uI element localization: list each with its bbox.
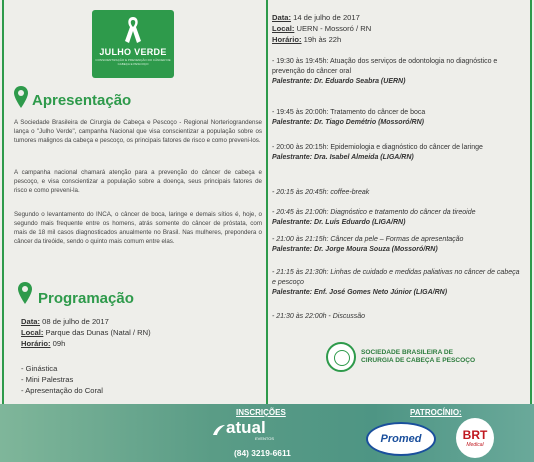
list-item: - Apresentação do Coral — [21, 386, 103, 395]
event2-location — [272, 24, 371, 33]
schedule-item — [272, 268, 522, 297]
schedule-speaker: Palestrante: Dr. Tiago Demétrio (Mossoró/RN) — [272, 118, 424, 126]
promed-name: Promed — [380, 433, 422, 445]
program-location — [21, 328, 151, 337]
left-border-line — [2, 0, 4, 404]
program-time — [21, 339, 65, 348]
paragraph-3: Segundo o levantamento do INCA, o câncer de boca, laringe e demais sítios é, hoje, o segundo mais frequente entre os homens, atrás somente do câncer de próstata, com mais de 18 mil casos diagnosticados anualmente no Brasil. Nas mulheres, prepondera o câncer da tireóide, sendo o quinto mais comum entre elas. — [14, 211, 262, 245]
location-pin-icon-2 — [18, 282, 32, 304]
schedule-text: - 19:30 às 19:45h: Atuação dos serviços de odontologia no diagnóstico e prevenção do câncer oral — [272, 58, 498, 75]
schedule-text: - 21:00 às 21:15h: Câncer da pele – Formas de apresentação — [272, 236, 464, 243]
paragraph-2: A campanha nacional chamará atenção para a prevenção do câncer de cabeça e pescoço, e visa conscientizar a população sobre a doença, seus principais fatores de risco e como preveni-la. — [14, 169, 262, 194]
left-column — [14, 8, 262, 404]
atual-sub: EVENTOS — [255, 436, 275, 441]
schedule-text: - 20:15 às 20:45h: coffee-break — [272, 189, 370, 196]
location-label: Local: — [272, 24, 295, 33]
right-border-line — [530, 0, 532, 404]
list-item: - Mini Palestras — [21, 375, 74, 384]
list-item: - Ginástica — [21, 364, 58, 373]
sbccp-seal-icon — [326, 342, 356, 372]
schedule-item — [272, 312, 522, 322]
schedule-text: - 21:15 às 21:30h: Linhas de cuidado e medidas paliativas no câncer de cabeça e pescoço — [272, 269, 520, 286]
schedule-speaker: Palestrante: Dr. Jorge Moura Souza (Mossoró/RN) — [272, 245, 438, 253]
section-title-programacao: Programação — [38, 290, 134, 307]
logo-subtitle: CONSCIENTIZAÇÃO E PREVENÇÃO DO CÂNCER DE CABEÇA E PESCOÇO — [95, 58, 171, 66]
location-value: UERN - Mossoró / RN — [296, 24, 372, 33]
schedule-item — [272, 208, 522, 228]
schedule-speaker: Palestrante: Dra. Isabel Almeida (LIGA/RN) — [272, 153, 414, 161]
location-label: Local: — [21, 328, 44, 337]
time-label: Horário: — [272, 35, 302, 44]
atual-swoosh-icon — [212, 424, 226, 436]
schedule-text: - 19:45 às 20:00h: Tratamento do câncer de boca — [272, 109, 426, 116]
schedule-item — [272, 57, 522, 86]
vertical-divider — [266, 0, 268, 404]
section-title-apresentacao: Apresentação — [32, 92, 132, 109]
logo-title: JULHO VERDE — [99, 47, 167, 57]
inscricoes-heading: INSCRIÇÕES — [236, 408, 286, 417]
schedule-speaker: Palestrante: Enf. José Gomes Neto Júnior (LIGA/RN) — [272, 288, 448, 296]
location-value: Parque das Dunas (Natal / RN) — [45, 328, 151, 337]
sbccp-logo — [326, 342, 476, 372]
paragraph-1: A Sociedade Brasileira de Cirurgia de Cabeça e Pescoço - Regional Norteriograndense lança o "Julho Verde", campanha Nacional que visa conscientizar a população sobre os tumores malignos da cabeça e pescoço, os principais fatores de risco e como preveni-los. — [14, 119, 262, 144]
sbccp-name — [361, 349, 475, 365]
program-date — [21, 317, 109, 326]
sbccp-name-line2: CIRURGIA DE CABEÇA E PESCOÇO — [361, 357, 476, 364]
schedule-text: - 21:30 às 22:00h - Discussão — [272, 313, 365, 320]
time-value: 19h às 22h — [303, 35, 342, 44]
schedule-text: - 20:00 às 20:15h: Epidemiologia e diagnóstico do câncer de laringe — [272, 144, 483, 151]
brt-name: BRT — [462, 428, 488, 442]
brt-logo — [456, 418, 494, 458]
sbccp-name-line1: SOCIEDADE BRASILEIRA DE — [361, 349, 454, 356]
time-value: 09h — [52, 339, 66, 348]
julho-verde-logo — [92, 10, 174, 78]
green-ribbon-icon — [122, 15, 144, 45]
promed-logo — [366, 422, 436, 456]
schedule-item — [272, 235, 522, 255]
date-label: Data: — [21, 317, 40, 326]
brt-sub: Medical — [466, 442, 484, 448]
date-label: Data: — [272, 13, 291, 22]
schedule-speaker: Palestrante: Dr. Luís Eduardo (LIGA/RN) — [272, 218, 406, 226]
time-label: Horário: — [21, 339, 51, 348]
patrocinio-heading: PATROCÍNIO: — [410, 408, 462, 417]
event2-date — [272, 13, 360, 22]
phone-number: (84) 3219-6611 — [234, 448, 291, 458]
schedule-text: - 20:45 às 21:00h: Diagnóstico e tratamento do câncer da tireoide — [272, 209, 476, 216]
date-value: 14 de julho de 2017 — [293, 13, 360, 22]
event2-time — [272, 35, 341, 44]
atual-brand: atual — [226, 418, 266, 437]
schedule-item — [272, 188, 522, 198]
schedule-speaker: Palestrante: Dr. Eduardo Seabra (UERN) — [272, 77, 406, 85]
location-pin-icon — [14, 86, 28, 108]
date-value: 08 de julho de 2017 — [42, 317, 109, 326]
schedule-item — [272, 108, 522, 128]
schedule-item — [272, 143, 522, 163]
